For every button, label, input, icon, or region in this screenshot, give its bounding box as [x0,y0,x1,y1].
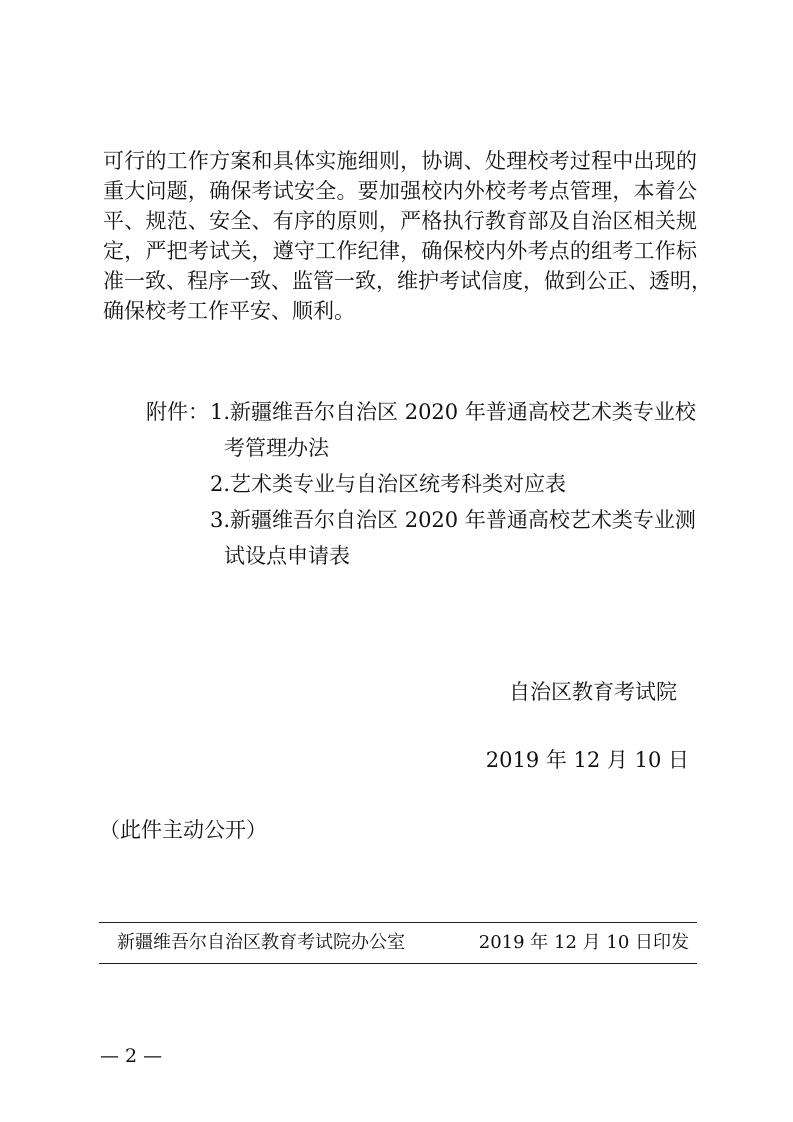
footer-print-info [117,927,689,959]
body-line: 准一致、程序一致、监管一致，维护考试信度，做到公正、透明， [103,269,712,293]
attachment-item-1 [146,394,706,430]
attachment-item-1-continuation [146,430,706,466]
body-line: 可行的工作方案和具体实施细则，协调、处理校考过程中出现的 [103,149,697,173]
attachment-item-1-title-cont: 考管理办法 [224,436,329,460]
attachments-list [146,394,706,574]
attachments-label: 附件： [146,400,209,424]
attachment-item-2-title: 2.艺术类专业与自治区统考科类对应表 [210,472,567,496]
attachment-item-3-title-cont: 试设点申请表 [224,544,350,568]
page-number: — 2 — [100,1045,163,1067]
attachment-item-3 [146,502,706,538]
body-line: 平、规范、安全、有序的原则，严格执行教育部及自治区相关规 [103,209,697,233]
body-line: 重大问题，确保考试安全。要加强校内外校考考点管理，本着公 [103,179,697,203]
public-disclosure-note: （此件主动公开） [99,818,267,842]
attachment-item-2 [146,466,706,502]
footer-top-rule [99,922,697,923]
footer-office-name: 新疆维吾尔自治区教育考试院办公室 [117,932,405,953]
attachment-item-3-title: 3.新疆维吾尔自治区 2020 年普通高校艺术类专业测 [210,508,696,532]
body-line: 确保校考工作平安、顺利。 [103,299,355,323]
body-line: 定，严把考试关，遵守工作纪律，确保校内外考点的组考工作标 [103,239,697,263]
footer-bottom-rule [99,963,697,964]
footer-print-date: 2019 年 12 月 10 日印发 [478,932,689,953]
signature-date: 2019 年 12 月 10 日 [485,748,689,772]
attachment-item-3-continuation [146,538,706,574]
body-paragraph [103,146,712,326]
signature-organization: 自治区教育考试院 [509,680,677,704]
attachment-item-1-title: 1.新疆维吾尔自治区 2020 年普通高校艺术类专业校 [210,400,696,424]
